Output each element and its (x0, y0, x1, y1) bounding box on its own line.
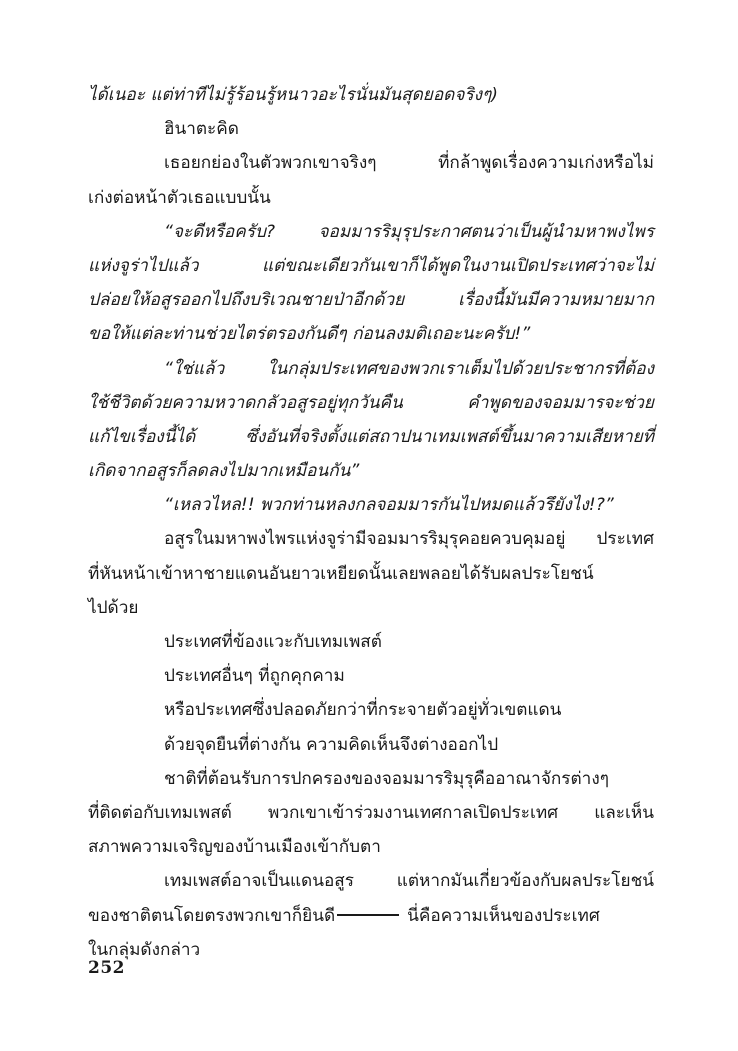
dialogue-line: เกิดจากอสูรก็ลดลงไปมากเหมือนกัน” (88, 461, 360, 482)
text-line-with-dash (88, 899, 654, 933)
text-segment: ของชาติตนโดยตรงพวกเขาก็ยินดี (88, 905, 336, 926)
dialogue-line: ใช้ชีวิตด้วยความหวาดกลัวอสูรอยู่ทุกวันคืน คำพูดของจอมมารจะช่วย (88, 392, 654, 413)
text-line: ได้เนอะ แต่ท่าทีไม่รู้ร้อนรู้หนาวอะไรนั่นมันสุดยอดจริงๆ) (88, 85, 498, 105)
dialogue-line: “จะดีหรือครับ? จอมมารริมุรุประกาศตนว่าเป็นผู้นำมหาพงไพร (164, 221, 654, 242)
dialogue-line: “เหลวไหล!! พวกท่านหลงกลจอมมารกันไปหมดแล้วรึยังไง!?” (164, 495, 614, 516)
page-number: 252 (88, 958, 125, 978)
text-line: ไปด้วย (88, 597, 139, 618)
dialogue-line: “ใช่แล้ว ในกลุ่มประเทศของพวกเราเต็มไปด้วยประชากรที่ต้อง (164, 358, 654, 379)
text-line: เก่งต่อหน้าตัวเธอแบบนั้น (88, 187, 271, 208)
text-line: ประเทศอื่นๆ ที่ถูกคุกคาม (164, 666, 345, 687)
book-page-text (88, 78, 654, 967)
text-line: สภาพความเจริญของบ้านเมืองเข้ากับตา (88, 837, 381, 858)
text-line: ประเทศที่ข้องแวะกับเทมเพสต์ (164, 632, 382, 652)
dialogue-line: แก้ไขเรื่องนี้ได้ ซึ่งอันที่จริงตั้งแต่สถาปนาเทมเพสต์ขึ้นมาความเสียหายที่ (88, 426, 654, 447)
text-line: ด้วยจุดยืนที่ต่างกัน ความคิดเห็นจึงต่างออกไป (164, 734, 499, 755)
dialogue-line: แห่งจูร่าไปแล้ว แต่ขณะเดียวกันเขาก็ได้พูดในงานเปิดประเทศว่าจะไม่ (88, 255, 654, 276)
text-line: หรือประเทศซึ่งปลอดภัยกว่าที่กระจายตัวอยู่ทั่วเขตแดน (164, 700, 562, 721)
dialogue-line: ปล่อยให้อสูรออกไปถึงบริเวณชายป่าอีกด้วย เรื่องนี้มันมีความหมายมาก (88, 290, 654, 311)
dialogue-line: ขอให้แต่ละท่านช่วยไตร่ตรองกันดีๆ ก่อนลงมติเถอะนะครับ!” (88, 324, 531, 345)
text-line: อสูรในมหาพงไพรแห่งจูร่ามีจอมมารริมุรุคอยควบคุมอยู่ ประเทศ (164, 529, 654, 550)
text-line: เธอยกย่องในตัวพวกเขาจริงๆ ที่กล้าพูดเรื่องความเก่งหรือไม่ (164, 153, 654, 174)
text-line: ฮินาตะคิด (164, 119, 239, 140)
text-line: ในกลุ่มดังกล่าว (88, 939, 201, 960)
text-line: ชาติที่ต้อนรับการปกครองของจอมมารริมุรุคืออาณาจักรต่างๆ (164, 768, 609, 789)
em-dash-rule (337, 914, 399, 916)
text-line: เทมเพสต์อาจเป็นแดนอสูร แต่หากมันเกี่ยวข้องกับผลประโยชน์ (164, 871, 654, 892)
text-line: ที่ติดต่อกับเทมเพสต์ พวกเขาเข้าร่วมงานเทศกาลเปิดประเทศ และเห็น (88, 802, 654, 823)
text-segment: นี่คือความเห็นของประเทศ (407, 905, 600, 926)
text-line: ที่หันหน้าเข้าหาชายแดนอันยาวเหยียดนั้นเลยพลอยได้รับผลประโยชน์ (88, 563, 594, 584)
